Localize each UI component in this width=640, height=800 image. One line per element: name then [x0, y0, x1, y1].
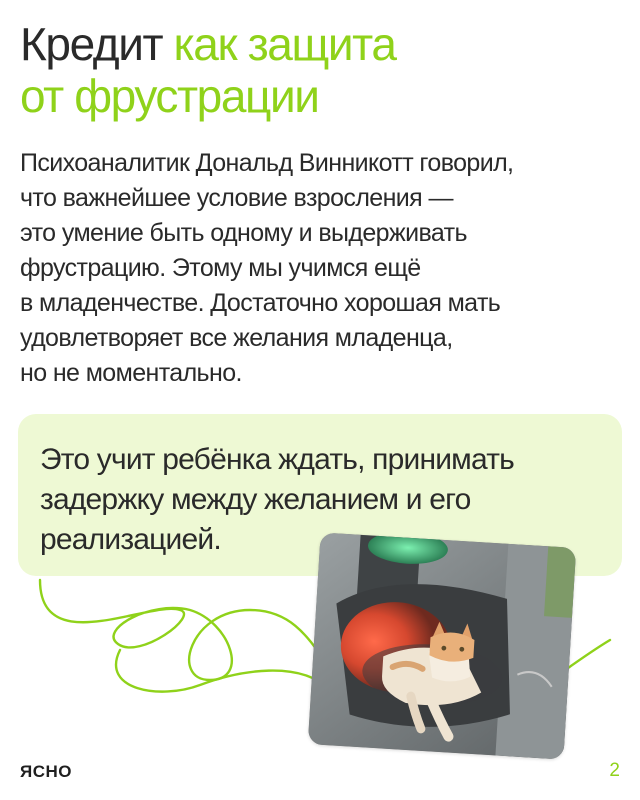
body-paragraph	[20, 146, 630, 391]
quote-line-3: реализацией.	[40, 523, 221, 556]
body-line-3: это умение быть одному и выдерживать	[20, 219, 467, 247]
body-line-5: в младенчестве. Достаточно хорошая мать	[20, 289, 501, 317]
body-line-4: фрустрацию. Этому мы учимся ещё	[20, 254, 421, 282]
body-line-6: удовлетворяет все желания младенца,	[20, 324, 453, 352]
title-part-1: Кредит	[20, 18, 174, 70]
cat-in-traffic-light-icon	[308, 532, 576, 759]
title-accent-part-2: как защита	[173, 18, 396, 70]
page-number: 2	[609, 760, 620, 781]
quote-line-1: Это учит ребёнка ждать, принимать	[40, 443, 514, 476]
slide-title	[20, 18, 620, 122]
body-line-2: что важнейшее условие взросления —	[20, 184, 453, 212]
quote-line-2: задержку между желанием и его	[40, 483, 471, 516]
body-line-7: но не моментально.	[20, 359, 242, 387]
brand-logo: ЯСНО	[20, 762, 72, 781]
title-accent-part-3: от фрустрации	[20, 70, 319, 122]
body-line-1: Психоаналитик Дональд Винникотт говорил,	[20, 149, 514, 177]
cat-in-traffic-light-photo	[308, 532, 576, 759]
